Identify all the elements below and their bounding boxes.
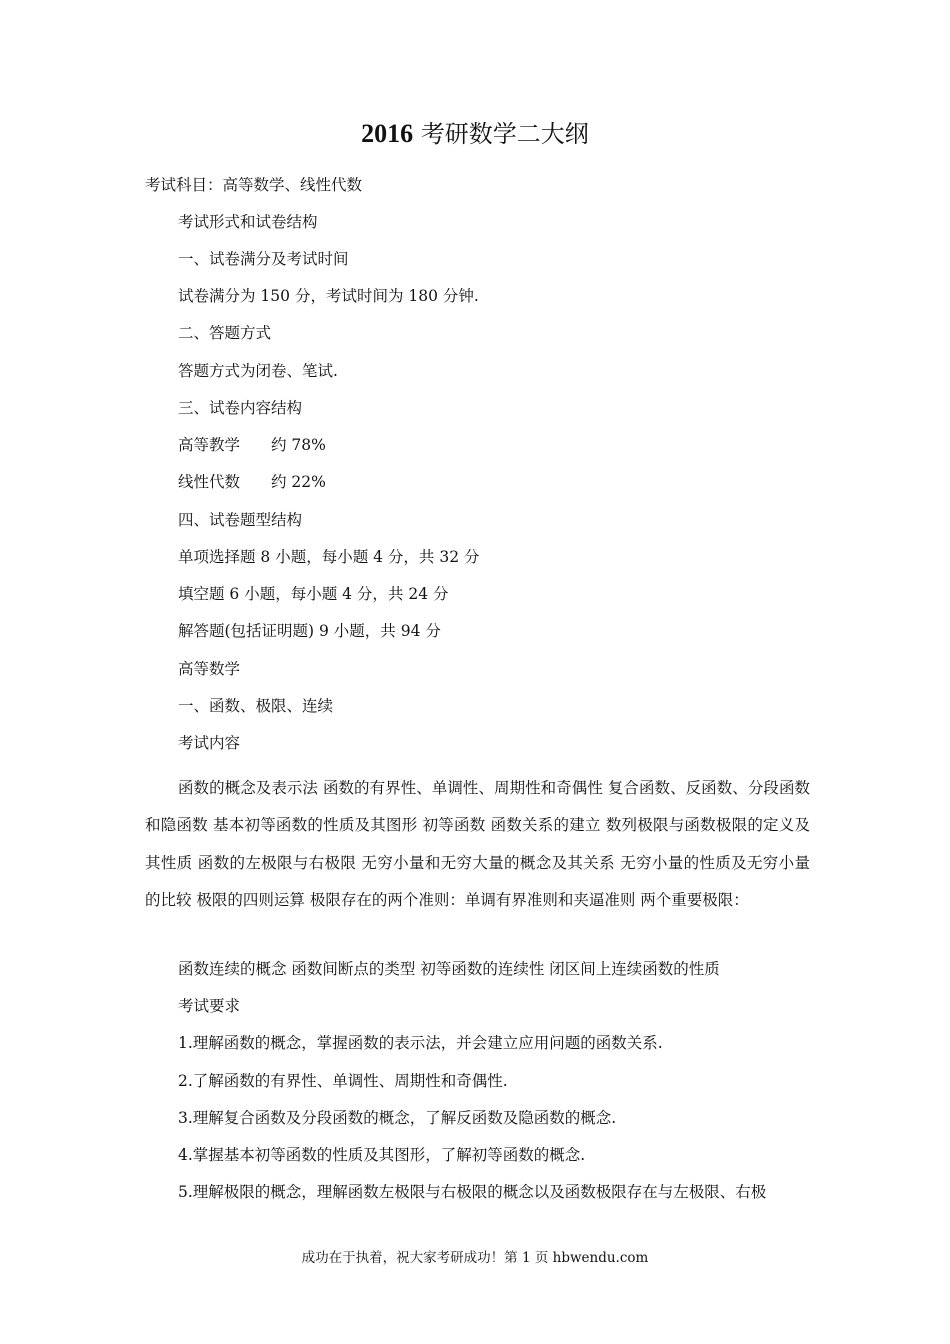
- section-heading: 三、试卷内容结构: [178, 399, 303, 417]
- section-heading: 四、试卷题型结构: [178, 511, 303, 529]
- requirement-item: 5.理解极限的概念，理解函数左极限与右极限的概念以及函数极限存在与左极限、右极: [178, 1183, 767, 1201]
- section-heading: 高等数学: [178, 660, 241, 678]
- requirement-item: 1.理解函数的概念，掌握函数的表示法，并会建立应用问题的函数关系.: [178, 1034, 663, 1052]
- text-line: 单项选择题 8 小题，每小题 4 分，共 32 分: [178, 548, 480, 566]
- requirement-item: 4.掌握基本初等函数的性质及其图形，了解初等函数的概念.: [178, 1146, 586, 1164]
- requirement-item: 2.了解函数的有界性、单调性、周期性和奇偶性.: [178, 1072, 508, 1090]
- text-line: 函数连续的概念 函数间断点的类型 初等函数的连续性 闭区间上连续函数的性质: [178, 960, 720, 978]
- section-heading: 考试形式和试卷结构: [178, 213, 318, 231]
- section-heading: 考试要求: [178, 997, 241, 1015]
- content-paragraph: 函数的概念及表示法 函数的有界性、单调性、周期性和奇偶性 复合函数、反函数、分段函数和隐函数 基本初等函数的性质及其图形 初等函数 函数关系的建立 数列极限与函数极限的定义及其性质 函数的左极限与右极限 无穷小量和无穷大量的概念及其关系 无穷小量的性质及无穷小量的比较 极限的四则运算 极限存在的两个准则：单调有界准则和夹逼准则 两个重要极限：: [145, 779, 810, 910]
- section-heading: 一、试卷满分及考试时间: [178, 250, 349, 268]
- section-heading: 考试内容: [178, 734, 241, 752]
- requirement-item: 3.理解复合函数及分段函数的概念，了解反函数及隐函数的概念.: [178, 1109, 617, 1127]
- text-line: 答题方式为闭卷、笔试.: [178, 362, 338, 380]
- text-line: 解答题(包括证明题) 9 小题，共 94 分: [178, 622, 441, 640]
- exam-subjects: 考试科目：高等数学、线性代数: [145, 176, 363, 194]
- text-line: 线性代数 约 22%: [178, 473, 326, 491]
- title-text: 考研数学二大纲: [420, 120, 589, 148]
- title-year: 2016: [361, 119, 414, 148]
- page-footer: 成功在于执着，祝大家考研成功！第 1 页 hbwendu.com: [301, 1250, 649, 1266]
- text-line: 填空题 6 小题，每小题 4 分，共 24 分: [178, 585, 449, 603]
- text-line: 试卷满分为 150 分，考试时间为 180 分钟.: [178, 287, 479, 305]
- text-line: 高等教学 约 78%: [178, 436, 326, 454]
- section-heading: 一、函数、极限、连续: [178, 697, 334, 715]
- page-title: [0, 117, 950, 151]
- section-heading: 二、答题方式: [178, 324, 272, 342]
